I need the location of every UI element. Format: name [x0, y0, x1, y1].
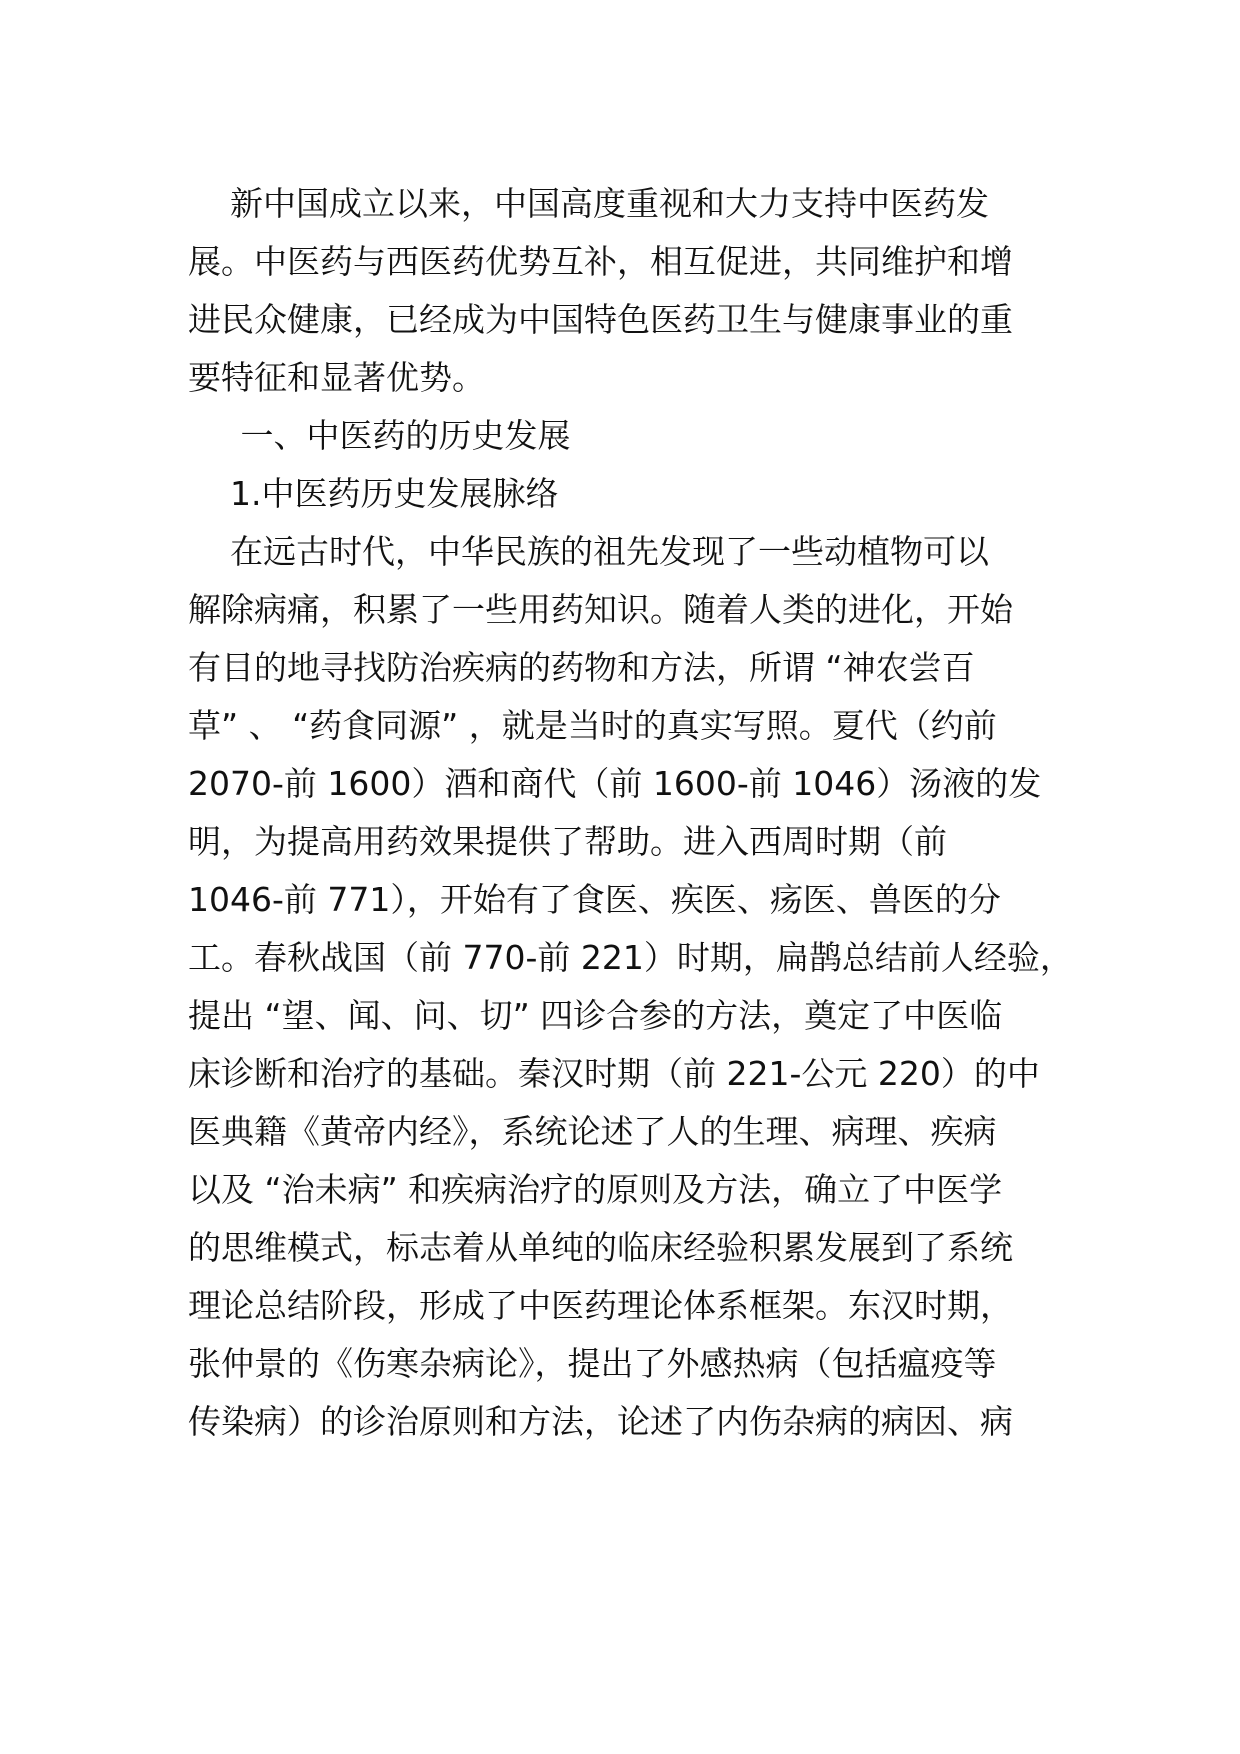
paragraph-line: 1046-前 771），开始有了食医、疾医、疡医、兽医的分 — [188, 880, 1001, 919]
paragraph-line: 床诊断和治疗的基础。秦汉时期（前 221-公元 220）的中 — [188, 1054, 1040, 1093]
paragraph-line: 医典籍《黄帝内经》，系统论述了人的生理、病理、疾病 — [188, 1112, 997, 1151]
paragraph-line: 草” 、 “药食同源” ，就是当时的真实写照。夏代（约前 — [188, 706, 997, 745]
paragraph-line: 要特征和显著优势。 — [188, 358, 485, 397]
paragraph-line: 有目的地寻找防治疾病的药物和方法，所谓 “神农尝百 — [188, 648, 975, 687]
paragraph-line: 解除病痛，积累了一些用药知识。随着人类的进化，开始 — [188, 590, 1013, 629]
paragraph-line: 以及 “治未病” 和疾病治疗的原则及方法，确立了中医学 — [188, 1170, 1003, 1209]
paragraph-line: 的思维模式，标志着从单纯的临床经验积累发展到了系统 — [188, 1228, 1013, 1267]
paragraph-line: 明，为提高用药效果提供了帮助。进入西周时期（前 — [188, 822, 947, 861]
paragraph-line: 展。中医药与西医药优势互补，相互促进，共同维护和增 — [188, 242, 1013, 281]
paragraph-line: 新中国成立以来，中国高度重视和大力支持中医药发 — [188, 184, 989, 223]
paragraph-line: 理论总结阶段，形成了中医药理论体系框架。东汉时期， — [188, 1286, 1013, 1325]
paragraph-line: 在远古时代，中华民族的祖先发现了一些动植物可以 — [188, 532, 989, 571]
paragraph-line: 工。春秋战国（前 770-前 221）时期，扁鹊总结前人经验， — [188, 938, 1073, 977]
paragraph-line: 提出 “望、闻、问、切” 四诊合参的方法，奠定了中医临 — [188, 996, 1003, 1035]
paragraph-line: 2070-前 1600）酒和商代（前 1600-前 1046）汤液的发 — [188, 764, 1042, 803]
section-heading: 一、中医药的历史发展 — [188, 416, 571, 455]
paragraph-line: 传染病）的诊治原则和方法，论述了内伤杂病的病因、病 — [188, 1402, 1013, 1441]
subsection-heading: 1.中医药历史发展脉络 — [188, 474, 559, 513]
paragraph-line: 进民众健康，已经成为中国特色医药卫生与健康事业的重 — [188, 300, 1013, 339]
paragraph-line: 张仲景的《伤寒杂病论》，提出了外感热病（包括瘟疫等 — [188, 1344, 997, 1383]
